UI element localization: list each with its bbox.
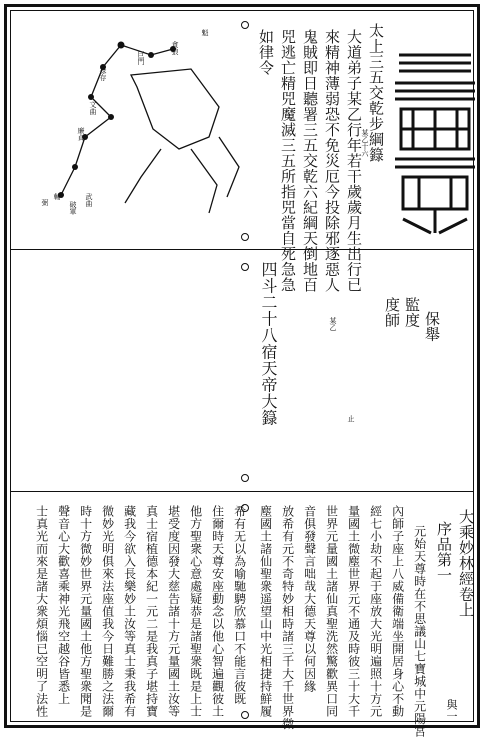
star-label: 廉貞 — [77, 127, 85, 141]
bottom-divider — [11, 491, 473, 492]
star-label: 祿存 — [99, 67, 107, 81]
page-number: 與一 — [445, 699, 458, 722]
top-divider — [11, 249, 473, 250]
binding-hole — [241, 21, 249, 29]
scripture-line: 放希有元不奇特妙相時諸三千大千世界微 — [280, 505, 295, 730]
star-label: 巨門 — [137, 51, 145, 65]
star-label: 輔 — [53, 193, 61, 200]
scripture-line: 住爾時天尊安座動念以他心智遍觀彼土 — [210, 505, 225, 718]
scripture-line: 音俱發聲言咄哉大德天尊以何因緣 — [302, 505, 317, 693]
scripture-title: 大乘妙林經卷上 — [457, 509, 475, 618]
scripture-line: 世界元量國土諸仙真聖洗然驚歡異口同 — [324, 505, 339, 718]
scripture-line: 經七小劫不起于座放大光明遍照十方元 — [368, 505, 383, 718]
star-label: 武曲 — [85, 193, 93, 207]
scripture-line: 希有无以為喻馳騁欣慕口不能言彼既 — [232, 505, 247, 705]
star-label: 弼 — [41, 199, 49, 206]
scripture-line: 內師子座上八威備衛端坐開居身心不動 — [390, 505, 405, 718]
star-label: 貪狼 — [171, 41, 179, 55]
scripture-line: 元始天尊時在不思議山七寶城中元陽宮 — [412, 525, 427, 738]
scripture-line: 時十方微妙世界元量國土他方聖衆聞是 — [78, 505, 93, 718]
scripture-line: 他方聖衆心意處疑恭是諸聖衆既是上士 — [188, 505, 203, 718]
talisman-text-line: 來精神薄弱恐不免災厄今投除邪逐惡人 — [323, 29, 341, 293]
star-label: 魁 — [201, 29, 209, 36]
official-title: 監度 — [403, 297, 421, 328]
official-note: 某乙 — [329, 317, 337, 331]
annotation-small: 某乙十六 — [361, 129, 369, 157]
binding-hole — [241, 474, 249, 482]
talisman-text-line: 大道弟子某乙行年若干歲歲月生出行已 — [345, 29, 363, 293]
talisman-title: 太上三五交乾步綱籙 — [367, 23, 385, 163]
official-title: 度師 — [383, 297, 401, 328]
chapter-heading: 序品第一 — [435, 521, 453, 583]
scripture-line: 微妙光明俱來法座值我今日難勝之法爾 — [100, 505, 115, 718]
scripture-line: 真士宿植德本紀一元二是我真子堪持寶 — [144, 505, 159, 718]
scripture-page — [4, 4, 480, 738]
scripture-line: 堪受度因發大慈告諸十方元量國土汝等 — [166, 505, 181, 718]
scripture-line: 量國土微塵世界元不通及時彼三十大千 — [346, 505, 361, 718]
star-label: 破軍 — [69, 201, 77, 215]
star-label: 文曲 — [89, 101, 97, 115]
binding-hole — [241, 711, 249, 719]
scripture-line: 塵國土諸仙聖衆遥望山中光相捷持鮮履 — [258, 505, 273, 718]
binding-hole — [241, 263, 249, 271]
binding-hole — [241, 233, 249, 241]
talisman-text-line: 鬼賊即日聽署三五交乾六紀綱天倒地百 — [301, 29, 319, 293]
official-title: 保舉 — [423, 311, 441, 342]
page-frame — [10, 10, 475, 738]
talisman-text-line: 如律令 — [257, 29, 275, 76]
talisman-seal — [391, 47, 479, 237]
scripture-line: 藏我今欲入長樂妙土汝等真士秉我希有 — [122, 505, 137, 718]
official-note: 止 — [347, 415, 355, 422]
register-title: 四斗二十八宿天帝大籙 — [259, 261, 278, 426]
scripture-line: 士真光而來是諸大衆煩惱已空明了法性 — [34, 505, 49, 718]
scripture-line: 聲音心大歡喜乘神光飛空越谷皆悉上 — [56, 505, 71, 705]
talisman-text-line: 兕逃亡精兕魔滅三五所指兕當自死急急 — [279, 29, 297, 293]
